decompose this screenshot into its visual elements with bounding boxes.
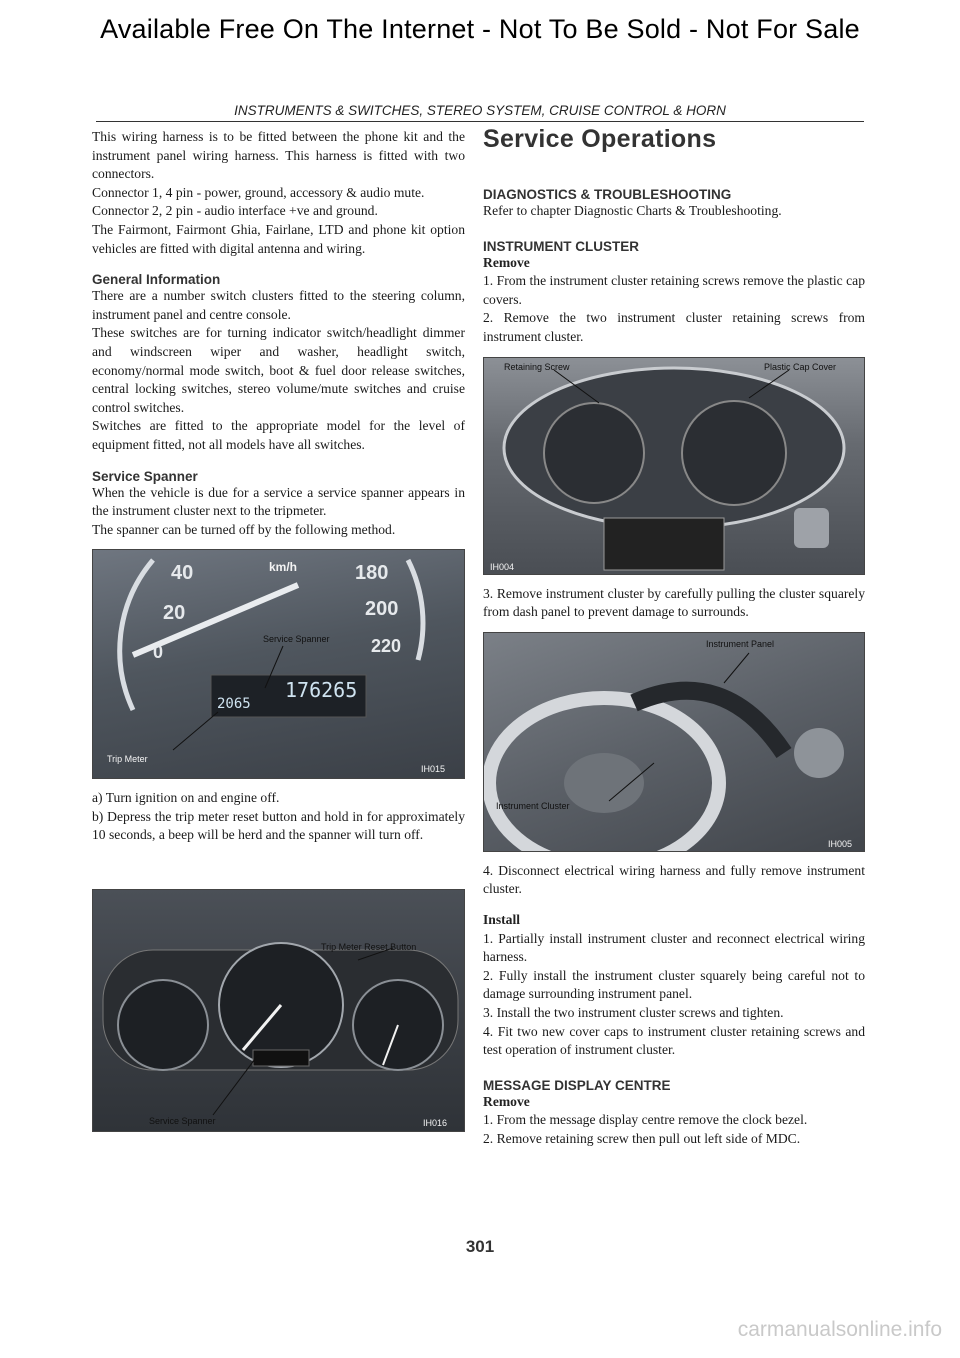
general-heading: General Information — [92, 272, 221, 288]
running-head: INSTRUMENTS & SWITCHES, STEREO SYSTEM, CRUISE CONTROL & HORN — [234, 103, 726, 118]
watermark-banner: Available Free On The Internet - Not To Be Sold - Not For Sale — [100, 14, 860, 44]
spanner-heading: Service Spanner — [92, 468, 198, 484]
instrument-panel-label: Instrument Panel — [706, 638, 775, 649]
gauge-num-20: 20 — [163, 602, 186, 625]
spanner-para-2: The spanner can be turned off by the following method. — [92, 521, 396, 537]
figure-code: IH015 — [421, 764, 446, 775]
header-rule — [96, 121, 864, 122]
intro-para-3: Connector 2, 2 pin - audio interface +ve and ground. — [92, 203, 378, 219]
retaining-screw-label: Retaining Screw — [504, 361, 570, 372]
left-column — [92, 128, 465, 1132]
install-step-1: 1. Partially install instrument cluster and reconnect electrical wiring harness. — [483, 930, 865, 965]
figure-service-spanner-closeup — [92, 549, 465, 779]
gauge-num-0: 0 — [153, 642, 164, 663]
section-title: Service Operations — [483, 125, 717, 153]
intro-para-4: The Fairmont, Fairmont Ghia, Fairlane, LTD and phone kit option vehicles are fitted with digital antenna and wiring. — [92, 221, 465, 256]
general-para-2: These switches are for turning indicator switch/headlight dimmer and windscreen wiper and washer, headlight switch, economy/normal mode switch, boot & fuel door release switches, central locking switches, stereo volume/mute switches and cruise control switches. — [92, 325, 465, 415]
mdc-step-2: 2. Remove retaining screw then pull out left side of MDC. — [483, 1130, 801, 1146]
install-label: Install — [483, 911, 521, 927]
remove-step-4: 4. Disconnect electrical wiring harness and fully remove instrument cluster. — [483, 862, 865, 897]
figure-cluster-retaining-screws — [483, 357, 865, 575]
figure-code-3: IH004 — [490, 561, 515, 572]
general-para-1: There are a number switch clusters fitted to the steering column, instrument panel and centre console. — [92, 288, 465, 322]
trip-readout: 2065 — [217, 696, 251, 713]
spanner-step-a: a) Turn ignition on and engine off. — [92, 790, 280, 806]
dash-drawing — [484, 633, 865, 852]
diagnostics-text: Refer to chapter Diagnostic Charts & Troubleshooting. — [483, 203, 782, 218]
intro-para-2: Connector 1, 4 pin - power, ground, accessory & audio mute. — [92, 184, 425, 200]
spanner-step-b: b) Depress the trip meter reset button and hold in for approximately 10 seconds, a beep will be herd and the spanner will turn off. — [92, 808, 465, 843]
trip-reset-label: Trip Meter Reset Button — [321, 942, 417, 953]
right-column — [483, 125, 865, 1148]
footer-watermark: carmanualsonline.info — [737, 1318, 942, 1341]
gauge-num-40: 40 — [171, 562, 194, 585]
gauge-num-200: 200 — [365, 598, 399, 621]
figure-code-4: IH005 — [828, 838, 853, 849]
remove-step-3: 3. Remove instrument cluster by carefully pulling the cluster squarely from dash panel to prevent damage to surrounds. — [483, 585, 865, 620]
figure-instrument-cluster — [92, 889, 465, 1132]
spanner-para-1: When the vehicle is due for a service a service spanner appears in the instrument cluster next to the tripmeter. — [92, 484, 465, 519]
bezel-drawing — [484, 358, 865, 575]
figure-cluster-removal — [483, 632, 865, 852]
general-para-3: Switches are fitted to the appropriate model for the level of equipment fitted, not all models have all switches. — [92, 418, 465, 452]
instrument-cluster-label: Instrument Cluster — [496, 800, 570, 811]
install-step-2: 2. Fully install the instrument cluster squarely being careful not to damage surrounding instrument panel. — [483, 967, 865, 1002]
diagnostics-heading: DIAGNOSTICS & TROUBLESHOOTING — [483, 187, 732, 202]
service-spanner-label: Service Spanner — [263, 634, 330, 645]
figure-code-2: IH016 — [423, 1118, 448, 1129]
remove-label: Remove — [483, 254, 530, 270]
mdc-remove-label: Remove — [483, 1093, 530, 1109]
install-step-4: 4. Fit two new cover caps to instrument cluster retaining screws and test operation of instrument cluster. — [483, 1023, 865, 1058]
gauge-drawing — [93, 550, 465, 779]
remove-step-1: 1. From the instrument cluster retaining screws remove the plastic cap covers. — [483, 273, 865, 307]
cluster-heading: INSTRUMENT CLUSTER — [483, 238, 639, 254]
page-number: 301 — [465, 1237, 495, 1256]
service-spanner-label-2: Service Spanner — [149, 1116, 216, 1127]
mdc-step-1: 1. From the message display centre remove the clock bezel. — [483, 1112, 808, 1128]
gauge-num-180: 180 — [355, 562, 389, 585]
remove-step-2: 2. Remove the two instrument cluster retaining screws from instrument cluster. — [483, 310, 865, 344]
odometer-readout: 176265 — [285, 678, 358, 703]
mdc-heading: MESSAGE DISPLAY CENTRE — [483, 1077, 671, 1093]
install-step-3: 3. Install the two instrument cluster screws and tighten. — [483, 1004, 784, 1020]
trip-meter-label: Trip Meter — [107, 754, 148, 765]
cluster-drawing — [93, 890, 465, 1132]
plastic-cap-label: Plastic Cap Cover — [764, 361, 837, 372]
intro-para-1: This wiring harness is to be fitted between the phone kit and the instrument panel wiring harness. This harness is fitted with two connectors. — [92, 129, 465, 182]
gauge-unit: km/h — [269, 560, 298, 575]
gauge-num-220: 220 — [371, 636, 402, 657]
